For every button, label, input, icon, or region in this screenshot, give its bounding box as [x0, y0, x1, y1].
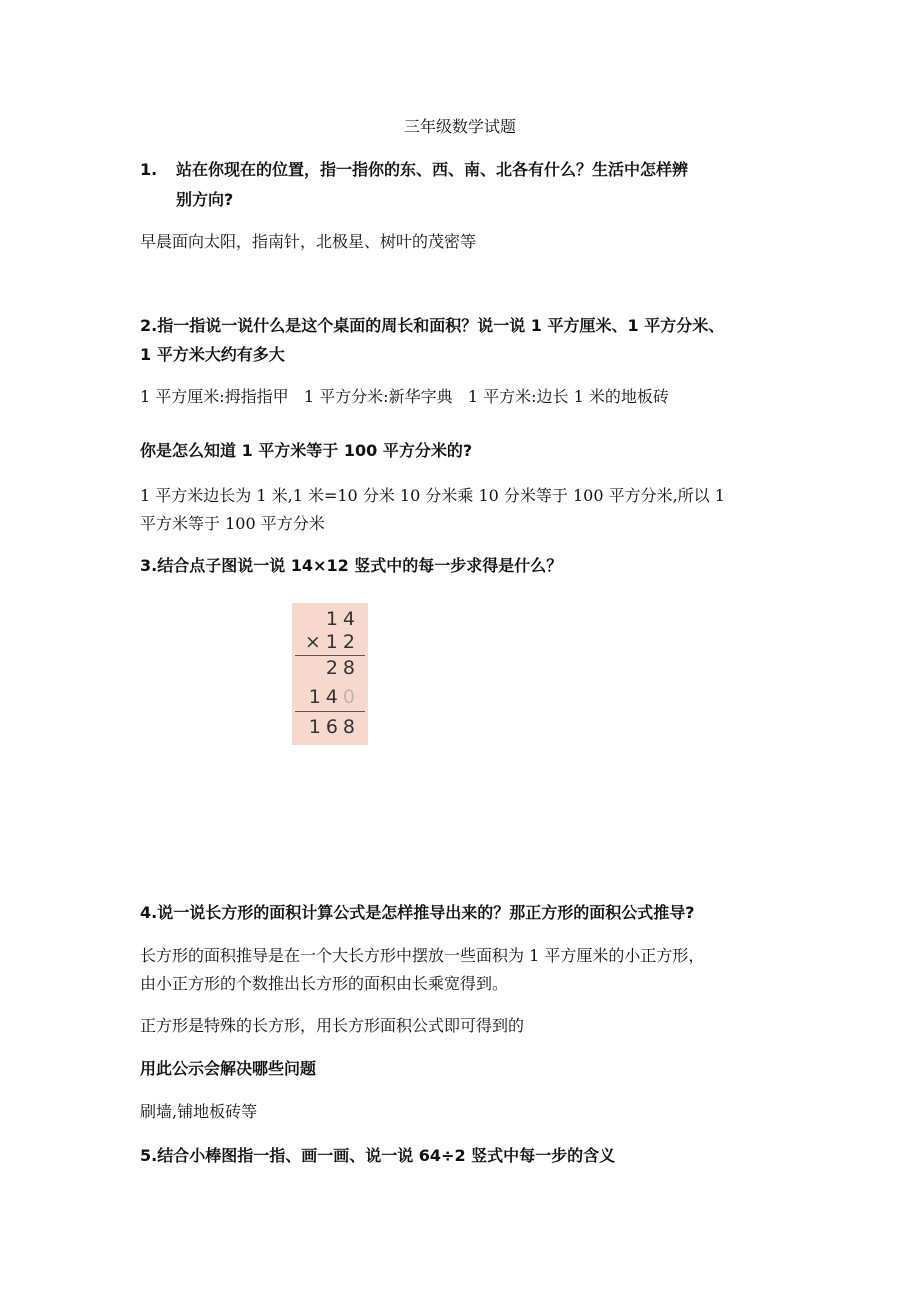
q2-sub-question: 你是怎么知道 1 平方米等于 100 平方分米的? — [140, 441, 473, 460]
q1-number: 1. — [140, 160, 158, 179]
q1-question-line2: 别方向? — [176, 190, 234, 209]
q2-question-line1: 2.指一指说一说什么是这个桌面的周长和面积？说一说 1 平方厘米、1 平方分米、 — [140, 316, 725, 335]
page-title: 三年级数学试题 — [403, 117, 516, 136]
q2-sub-answer-line1: 1 平方米边长为 1 米,1 米=10 分米 10 分米乘 10 分米等于 100 平方分米,所以 1 — [140, 486, 725, 505]
q2-sub-answer-line2: 平方米等于 100 平方分米 — [140, 514, 325, 533]
q4-sub-question: 用此公示会解决哪些问题 — [140, 1059, 317, 1078]
q4-question: 4.说一说长方形的面积计算公式是怎样推导出来的？那正方形的面积公式推导? — [140, 903, 695, 922]
vertical-multiplication-image — [292, 603, 368, 745]
calc-product: 168 — [308, 716, 360, 738]
q2-answer: 1 平方厘米:拇指指甲 1 平方分米:新华字典 1 平方米:边长 1 米的地板砖 — [140, 387, 669, 406]
calc-partial-product-2 — [309, 686, 360, 708]
q4-answer-line2: 由小正方形的个数推出长方形的面积由长乘宽得到。 — [140, 974, 509, 993]
q1-answer: 早晨面向太阳，指南针，北极星、树叶的茂密等 — [140, 232, 477, 251]
q4-answer2: 正方形是特殊的长方形，用长方形面积公式即可得到的 — [140, 1016, 525, 1035]
calc-partial-product-1: 28 — [325, 657, 360, 679]
q4-sub-answer: 刷墙,铺地板砖等 — [140, 1102, 258, 1121]
calc-divider-line — [295, 711, 365, 712]
calc-multiplicand: 14 — [325, 608, 360, 630]
q1-question-line1: 站在你现在的位置，指一指你的东、西、南、北各有什么？生活中怎样辨 — [176, 160, 689, 179]
calc-partial-product-2-digits: 14 — [308, 686, 343, 708]
calc-divider-line — [295, 655, 365, 656]
q4-answer-line1: 长方形的面积推导是在一个大长方形中摆放一些面积为 1 平方厘米的小正方形， — [140, 946, 705, 965]
q3-question: 3.结合点子图说一说 14×12 竖式中的每一步求得是什么？ — [140, 556, 563, 575]
calc-placeholder-zero: 0 — [342, 686, 360, 708]
calc-multiplier: ×12 — [304, 631, 360, 653]
q5-question: 5.结合小棒图指一指、画一画、说一说 64÷2 竖式中每一步的含义 — [140, 1146, 616, 1165]
q2-question-line2: 1 平方米大约有多大 — [140, 345, 285, 364]
